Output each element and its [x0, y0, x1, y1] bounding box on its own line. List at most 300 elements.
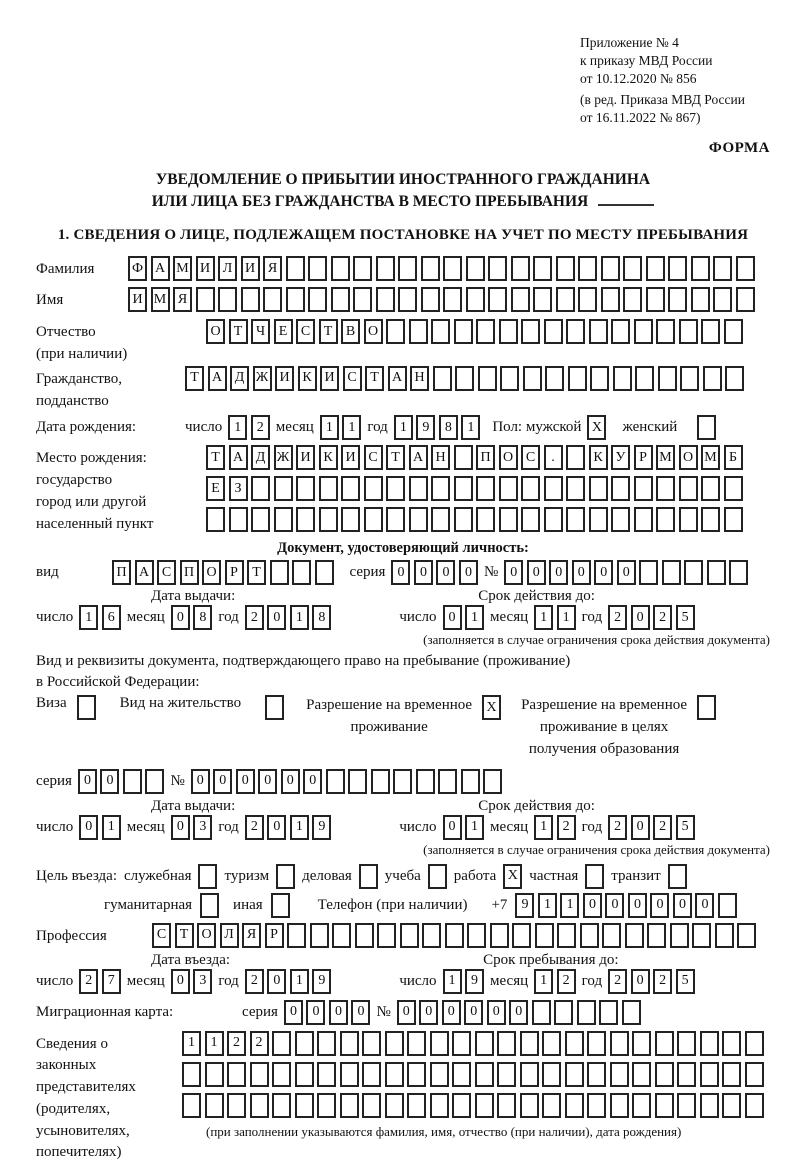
representatives-cell[interactable] — [655, 1093, 674, 1118]
given-name-cell[interactable] — [578, 287, 597, 312]
birth-place-cell[interactable] — [431, 476, 450, 501]
representatives-cell[interactable] — [475, 1062, 494, 1087]
birth-place-cell[interactable]: Т — [206, 445, 225, 470]
entry-year-cell[interactable]: 9 — [312, 969, 331, 994]
representatives-cell[interactable] — [385, 1031, 404, 1056]
doc-kind-cell[interactable]: П — [112, 560, 131, 585]
given-name-cell[interactable] — [286, 287, 305, 312]
representatives-cell[interactable] — [610, 1031, 629, 1056]
stay-doc-number-cell[interactable]: 0 — [281, 769, 300, 794]
birth-place-cell[interactable] — [251, 507, 270, 532]
surname-cell[interactable] — [511, 256, 530, 281]
profession-cell[interactable] — [535, 923, 554, 948]
profession-cell[interactable] — [310, 923, 329, 948]
birth-place-cell[interactable] — [341, 507, 360, 532]
given-name-cell[interactable] — [488, 287, 507, 312]
representatives-cell[interactable] — [430, 1062, 449, 1087]
given-name-cell[interactable]: Я — [173, 287, 192, 312]
migration-number-cell[interactable]: 0 — [487, 1000, 506, 1025]
representatives-cell[interactable] — [340, 1031, 359, 1056]
phone-cell[interactable]: 0 — [605, 893, 624, 918]
representatives-cell[interactable] — [250, 1093, 269, 1118]
representatives-cell[interactable]: 1 — [182, 1031, 201, 1056]
representatives-cell[interactable] — [362, 1093, 381, 1118]
birth-place-cell[interactable] — [476, 507, 495, 532]
representatives-cell[interactable] — [542, 1031, 561, 1056]
given-name-cell[interactable] — [331, 287, 350, 312]
stay-doc-number-cell[interactable]: 0 — [303, 769, 322, 794]
phone-cell[interactable]: 0 — [650, 893, 669, 918]
migration-series-cell[interactable]: 0 — [284, 1000, 303, 1025]
citizenship-cell[interactable]: Н — [410, 366, 429, 391]
representatives-cell[interactable] — [497, 1062, 516, 1087]
doc-issue-year-cell[interactable]: 2 — [245, 605, 264, 630]
phone-cell[interactable]: 0 — [628, 893, 647, 918]
stay-doc-series-cell[interactable] — [145, 769, 164, 794]
birth-place-cell[interactable] — [566, 445, 585, 470]
given-name-cell[interactable] — [263, 287, 282, 312]
surname-cell[interactable] — [308, 256, 327, 281]
citizenship-cell[interactable] — [613, 366, 632, 391]
citizenship-cell[interactable]: А — [388, 366, 407, 391]
representatives-cell[interactable] — [295, 1031, 314, 1056]
profession-cell[interactable] — [715, 923, 734, 948]
birth-place-cell[interactable] — [341, 476, 360, 501]
citizenship-cell[interactable] — [523, 366, 542, 391]
migration-number-cell[interactable] — [532, 1000, 551, 1025]
patronymic-cell[interactable]: Ч — [251, 319, 270, 344]
representatives-cell[interactable] — [632, 1031, 651, 1056]
given-name-cell[interactable] — [398, 287, 417, 312]
stay-day-cell[interactable]: 9 — [465, 969, 484, 994]
representatives-cell[interactable] — [655, 1031, 674, 1056]
citizenship-cell[interactable]: Ж — [253, 366, 272, 391]
representatives-cell[interactable] — [655, 1062, 674, 1087]
birth-place-cell[interactable] — [544, 476, 563, 501]
patronymic-cell[interactable] — [724, 319, 743, 344]
doc-number-cell[interactable] — [729, 560, 748, 585]
patronymic-cell[interactable] — [679, 319, 698, 344]
purpose-transit-checkbox-cell[interactable] — [668, 864, 687, 889]
birth-place-cell[interactable] — [454, 507, 473, 532]
entry-month-cell[interactable]: 3 — [193, 969, 212, 994]
purpose-work-checkbox-cell[interactable]: X — [503, 864, 522, 889]
doc-number-cell[interactable] — [639, 560, 658, 585]
entry-year-cell[interactable]: 2 — [245, 969, 264, 994]
birth-place-cell[interactable]: Н — [431, 445, 450, 470]
citizenship-cell[interactable] — [658, 366, 677, 391]
stay-year-cell[interactable]: 5 — [676, 969, 695, 994]
citizenship-cell[interactable]: А — [208, 366, 227, 391]
patronymic-cell[interactable]: В — [341, 319, 360, 344]
purpose-other-checkbox-cell[interactable] — [271, 893, 290, 918]
surname-cell[interactable] — [556, 256, 575, 281]
entry-year-cell[interactable]: 0 — [267, 969, 286, 994]
doc-valid-year-cell[interactable]: 2 — [608, 605, 627, 630]
stay-doc-valid-month-cell[interactable]: 2 — [557, 815, 576, 840]
entry-day-cell[interactable]: 7 — [102, 969, 121, 994]
representatives-cell[interactable] — [610, 1062, 629, 1087]
representatives-cell[interactable] — [700, 1093, 719, 1118]
citizenship-cell[interactable]: Д — [230, 366, 249, 391]
birth-place-cell[interactable] — [499, 476, 518, 501]
representatives-cell[interactable] — [565, 1031, 584, 1056]
birth-month-cell[interactable]: 1 — [320, 415, 339, 440]
patronymic-cell[interactable] — [454, 319, 473, 344]
sex-male-checkbox-cell[interactable]: X — [587, 415, 606, 440]
patronymic-cell[interactable]: Е — [274, 319, 293, 344]
birth-year-cell[interactable]: 1 — [394, 415, 413, 440]
representatives-cell[interactable] — [632, 1093, 651, 1118]
birth-place-cell[interactable] — [296, 476, 315, 501]
citizenship-cell[interactable] — [455, 366, 474, 391]
entry-year-cell[interactable]: 1 — [290, 969, 309, 994]
representatives-cell[interactable] — [272, 1031, 291, 1056]
birth-place-cell[interactable]: А — [229, 445, 248, 470]
representatives-cell[interactable] — [542, 1093, 561, 1118]
doc-issue-year-cell[interactable]: 0 — [267, 605, 286, 630]
stay-doc-series-cell[interactable]: 0 — [100, 769, 119, 794]
patronymic-cell[interactable] — [656, 319, 675, 344]
birth-place-cell[interactable]: И — [341, 445, 360, 470]
patronymic-cell[interactable]: О — [364, 319, 383, 344]
representatives-cell[interactable] — [745, 1062, 764, 1087]
birth-place-cell[interactable] — [701, 507, 720, 532]
birth-place-cell[interactable]: Е — [206, 476, 225, 501]
representatives-cell[interactable] — [587, 1093, 606, 1118]
birth-place-cell[interactable] — [589, 476, 608, 501]
migration-number-cell[interactable]: 0 — [397, 1000, 416, 1025]
citizenship-cell[interactable] — [635, 366, 654, 391]
stay-doc-issue-day-cell[interactable]: 1 — [102, 815, 121, 840]
citizenship-cell[interactable]: Т — [365, 366, 384, 391]
birth-place-cell[interactable]: З — [229, 476, 248, 501]
given-name-cell[interactable] — [556, 287, 575, 312]
surname-cell[interactable] — [466, 256, 485, 281]
given-name-cell[interactable] — [691, 287, 710, 312]
citizenship-cell[interactable] — [478, 366, 497, 391]
surname-cell[interactable] — [601, 256, 620, 281]
profession-cell[interactable] — [692, 923, 711, 948]
patronymic-cell[interactable] — [566, 319, 585, 344]
temp-residence-checkbox-cell[interactable]: X — [482, 695, 501, 720]
representatives-cell[interactable] — [227, 1062, 246, 1087]
stay-month-cell[interactable]: 2 — [557, 969, 576, 994]
profession-cell[interactable] — [557, 923, 576, 948]
given-name-cell[interactable] — [533, 287, 552, 312]
citizenship-cell[interactable] — [680, 366, 699, 391]
patronymic-cell[interactable]: С — [296, 319, 315, 344]
representatives-cell[interactable] — [632, 1062, 651, 1087]
birth-place-cell[interactable] — [634, 507, 653, 532]
profession-cell[interactable] — [355, 923, 374, 948]
stay-doc-issue-day-cell[interactable]: 0 — [79, 815, 98, 840]
given-name-cell[interactable] — [646, 287, 665, 312]
birth-place-cell[interactable] — [206, 507, 225, 532]
birth-place-cell[interactable] — [319, 476, 338, 501]
phone-cell[interactable]: 1 — [560, 893, 579, 918]
migration-number-cell[interactable]: 0 — [419, 1000, 438, 1025]
birth-day-cell[interactable]: 2 — [251, 415, 270, 440]
surname-cell[interactable] — [736, 256, 755, 281]
stay-doc-number-cell[interactable]: 0 — [236, 769, 255, 794]
doc-number-cell[interactable] — [707, 560, 726, 585]
doc-kind-cell[interactable] — [315, 560, 334, 585]
patronymic-cell[interactable] — [499, 319, 518, 344]
citizenship-cell[interactable]: Т — [185, 366, 204, 391]
representatives-cell[interactable] — [745, 1093, 764, 1118]
doc-number-cell[interactable]: 0 — [594, 560, 613, 585]
given-name-cell[interactable] — [713, 287, 732, 312]
citizenship-cell[interactable]: К — [298, 366, 317, 391]
birth-place-cell[interactable] — [274, 476, 293, 501]
representatives-cell[interactable] — [295, 1062, 314, 1087]
surname-cell[interactable]: И — [241, 256, 260, 281]
doc-series-cell[interactable]: 0 — [414, 560, 433, 585]
birth-place-cell[interactable] — [724, 507, 743, 532]
representatives-cell[interactable] — [677, 1093, 696, 1118]
entry-month-cell[interactable]: 0 — [171, 969, 190, 994]
stay-doc-number-cell[interactable]: 0 — [258, 769, 277, 794]
stay-doc-issue-month-cell[interactable]: 3 — [193, 815, 212, 840]
surname-cell[interactable]: А — [151, 256, 170, 281]
stay-doc-valid-month-cell[interactable]: 1 — [534, 815, 553, 840]
stay-doc-number-cell[interactable] — [483, 769, 502, 794]
stay-doc-issue-year-cell[interactable]: 2 — [245, 815, 264, 840]
profession-cell[interactable]: Л — [220, 923, 239, 948]
representatives-cell[interactable] — [385, 1062, 404, 1087]
doc-issue-year-cell[interactable]: 8 — [312, 605, 331, 630]
purpose-humanitarian-checkbox-cell[interactable] — [200, 893, 219, 918]
surname-cell[interactable] — [421, 256, 440, 281]
stay-doc-number-cell[interactable] — [438, 769, 457, 794]
given-name-cell[interactable] — [353, 287, 372, 312]
birth-place-cell[interactable] — [274, 507, 293, 532]
birth-year-cell[interactable]: 9 — [416, 415, 435, 440]
given-name-cell[interactable] — [511, 287, 530, 312]
doc-issue-day-cell[interactable]: 1 — [79, 605, 98, 630]
doc-issue-month-cell[interactable]: 0 — [171, 605, 190, 630]
profession-cell[interactable] — [512, 923, 531, 948]
purpose-study-checkbox-cell[interactable] — [428, 864, 447, 889]
representatives-cell[interactable] — [340, 1062, 359, 1087]
doc-kind-cell[interactable]: О — [202, 560, 221, 585]
profession-cell[interactable] — [737, 923, 756, 948]
profession-cell[interactable]: Т — [175, 923, 194, 948]
migration-number-cell[interactable]: 0 — [509, 1000, 528, 1025]
surname-cell[interactable] — [398, 256, 417, 281]
purpose-official-checkbox-cell[interactable] — [198, 864, 217, 889]
doc-kind-cell[interactable]: П — [180, 560, 199, 585]
representatives-cell[interactable] — [587, 1062, 606, 1087]
birth-year-cell[interactable]: 1 — [461, 415, 480, 440]
doc-kind-cell[interactable] — [270, 560, 289, 585]
birth-place-cell[interactable]: Б — [724, 445, 743, 470]
given-name-cell[interactable]: М — [151, 287, 170, 312]
birth-place-cell[interactable] — [544, 507, 563, 532]
representatives-cell[interactable] — [745, 1031, 764, 1056]
migration-number-cell[interactable]: 0 — [464, 1000, 483, 1025]
birth-place-cell[interactable] — [521, 476, 540, 501]
migration-series-cell[interactable]: 0 — [306, 1000, 325, 1025]
given-name-cell[interactable] — [601, 287, 620, 312]
doc-number-cell[interactable]: 0 — [617, 560, 636, 585]
surname-cell[interactable] — [713, 256, 732, 281]
stay-month-cell[interactable]: 1 — [534, 969, 553, 994]
birth-place-cell[interactable]: Д — [251, 445, 270, 470]
phone-cell[interactable] — [718, 893, 737, 918]
surname-cell[interactable]: М — [173, 256, 192, 281]
stay-doc-valid-year-cell[interactable]: 5 — [676, 815, 695, 840]
doc-valid-year-cell[interactable]: 2 — [653, 605, 672, 630]
doc-valid-year-cell[interactable]: 5 — [676, 605, 695, 630]
representatives-cell[interactable] — [452, 1093, 471, 1118]
given-name-cell[interactable] — [376, 287, 395, 312]
sex-female-checkbox-cell[interactable] — [697, 415, 716, 440]
representatives-cell[interactable] — [430, 1093, 449, 1118]
representatives-cell[interactable] — [317, 1093, 336, 1118]
surname-cell[interactable]: Л — [218, 256, 237, 281]
birth-place-cell[interactable] — [251, 476, 270, 501]
visa-checkbox-cell[interactable] — [77, 695, 96, 720]
doc-valid-year-cell[interactable]: 0 — [631, 605, 650, 630]
birth-place-cell[interactable]: П — [476, 445, 495, 470]
birth-place-cell[interactable] — [499, 507, 518, 532]
migration-number-cell[interactable] — [577, 1000, 596, 1025]
doc-series-cell[interactable]: 0 — [436, 560, 455, 585]
migration-number-cell[interactable] — [622, 1000, 641, 1025]
birth-place-cell[interactable]: О — [679, 445, 698, 470]
birth-place-cell[interactable] — [431, 507, 450, 532]
representatives-cell[interactable] — [565, 1093, 584, 1118]
birth-place-cell[interactable]: М — [701, 445, 720, 470]
profession-cell[interactable] — [580, 923, 599, 948]
doc-kind-cell[interactable]: Р — [225, 560, 244, 585]
birth-place-cell[interactable] — [409, 476, 428, 501]
patronymic-cell[interactable] — [476, 319, 495, 344]
given-name-cell[interactable] — [218, 287, 237, 312]
given-name-cell[interactable] — [241, 287, 260, 312]
citizenship-cell[interactable]: С — [343, 366, 362, 391]
representatives-cell[interactable] — [295, 1093, 314, 1118]
given-name-cell[interactable] — [443, 287, 462, 312]
citizenship-cell[interactable] — [568, 366, 587, 391]
residence-permit-checkbox-cell[interactable] — [265, 695, 284, 720]
representatives-cell[interactable] — [610, 1093, 629, 1118]
representatives-cell[interactable] — [182, 1093, 201, 1118]
representatives-cell[interactable] — [272, 1062, 291, 1087]
doc-series-cell[interactable]: 0 — [391, 560, 410, 585]
purpose-private-checkbox-cell[interactable] — [585, 864, 604, 889]
patronymic-cell[interactable] — [386, 319, 405, 344]
stay-doc-issue-year-cell[interactable]: 0 — [267, 815, 286, 840]
birth-place-cell[interactable]: М — [656, 445, 675, 470]
birth-year-cell[interactable]: 8 — [439, 415, 458, 440]
representatives-cell[interactable] — [362, 1062, 381, 1087]
birth-place-cell[interactable] — [386, 476, 405, 501]
representatives-cell[interactable] — [205, 1062, 224, 1087]
representatives-cell[interactable]: 2 — [227, 1031, 246, 1056]
profession-cell[interactable]: Р — [265, 923, 284, 948]
citizenship-cell[interactable] — [703, 366, 722, 391]
representatives-cell[interactable] — [407, 1031, 426, 1056]
birth-day-cell[interactable]: 1 — [228, 415, 247, 440]
birth-place-cell[interactable]: У — [611, 445, 630, 470]
birth-place-cell[interactable] — [679, 507, 698, 532]
citizenship-cell[interactable]: И — [320, 366, 339, 391]
representatives-cell[interactable] — [272, 1093, 291, 1118]
citizenship-cell[interactable] — [725, 366, 744, 391]
migration-number-cell[interactable] — [554, 1000, 573, 1025]
surname-cell[interactable] — [443, 256, 462, 281]
birth-place-cell[interactable] — [566, 507, 585, 532]
citizenship-cell[interactable] — [433, 366, 452, 391]
surname-cell[interactable] — [578, 256, 597, 281]
doc-valid-day-cell[interactable]: 0 — [443, 605, 462, 630]
profession-cell[interactable] — [422, 923, 441, 948]
birth-place-cell[interactable]: С — [364, 445, 383, 470]
representatives-cell[interactable] — [497, 1093, 516, 1118]
stay-doc-number-cell[interactable] — [416, 769, 435, 794]
doc-kind-cell[interactable]: С — [157, 560, 176, 585]
doc-number-cell[interactable]: 0 — [504, 560, 523, 585]
surname-cell[interactable] — [646, 256, 665, 281]
surname-cell[interactable] — [668, 256, 687, 281]
representatives-cell[interactable] — [362, 1031, 381, 1056]
doc-valid-month-cell[interactable]: 1 — [557, 605, 576, 630]
doc-number-cell[interactable]: 0 — [549, 560, 568, 585]
doc-issue-year-cell[interactable]: 1 — [290, 605, 309, 630]
representatives-cell[interactable] — [475, 1093, 494, 1118]
doc-number-cell[interactable]: 0 — [572, 560, 591, 585]
surname-cell[interactable] — [691, 256, 710, 281]
representatives-cell[interactable] — [677, 1062, 696, 1087]
representatives-cell[interactable] — [227, 1093, 246, 1118]
representatives-cell[interactable] — [340, 1093, 359, 1118]
profession-cell[interactable] — [445, 923, 464, 948]
stay-doc-number-cell[interactable]: 0 — [213, 769, 232, 794]
stay-doc-number-cell[interactable] — [371, 769, 390, 794]
profession-cell[interactable] — [625, 923, 644, 948]
representatives-cell[interactable] — [407, 1062, 426, 1087]
birth-place-cell[interactable] — [634, 476, 653, 501]
birth-place-cell[interactable]: Т — [386, 445, 405, 470]
phone-cell[interactable]: 0 — [583, 893, 602, 918]
stay-doc-number-cell[interactable] — [393, 769, 412, 794]
birth-place-cell[interactable]: Р — [634, 445, 653, 470]
patronymic-cell[interactable] — [701, 319, 720, 344]
representatives-cell[interactable]: 2 — [250, 1031, 269, 1056]
patronymic-cell[interactable] — [431, 319, 450, 344]
surname-cell[interactable] — [623, 256, 642, 281]
representatives-cell[interactable] — [317, 1062, 336, 1087]
representatives-cell[interactable] — [722, 1093, 741, 1118]
stay-doc-valid-year-cell[interactable]: 2 — [653, 815, 672, 840]
representatives-cell[interactable] — [385, 1093, 404, 1118]
birth-place-cell[interactable]: С — [521, 445, 540, 470]
birth-place-cell[interactable]: И — [296, 445, 315, 470]
stay-doc-number-cell[interactable] — [326, 769, 345, 794]
representatives-cell[interactable] — [452, 1062, 471, 1087]
profession-cell[interactable] — [287, 923, 306, 948]
patronymic-cell[interactable] — [544, 319, 563, 344]
doc-kind-cell[interactable] — [292, 560, 311, 585]
representatives-cell[interactable] — [205, 1093, 224, 1118]
birth-place-cell[interactable] — [611, 476, 630, 501]
profession-cell[interactable] — [602, 923, 621, 948]
given-name-cell[interactable] — [668, 287, 687, 312]
surname-cell[interactable] — [376, 256, 395, 281]
